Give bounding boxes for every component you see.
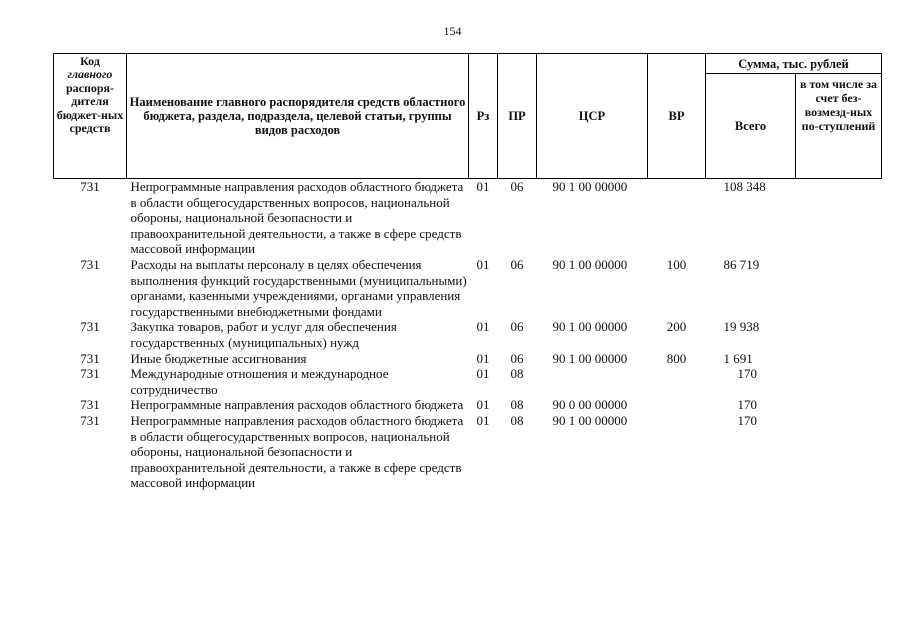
- cell-code: 731: [80, 412, 100, 428]
- cell-rz: 01: [476, 412, 490, 428]
- cell-name: Закупка товаров, работ и услуг для обеспечения государственных (муниципальных) нужд: [130, 319, 397, 350]
- cell-vr: [648, 366, 706, 397]
- cell-pr: 06: [510, 350, 524, 366]
- header-csr: ЦСР: [537, 54, 648, 179]
- header-name: Наименование главного распорядителя средств областного бюджета, раздела, подраздела, целевой статьи, группы видов расходов: [127, 54, 469, 179]
- table-header: [54, 54, 882, 179]
- header-sum-group: Сумма, тыс. рублей: [706, 54, 882, 74]
- cell-name: Международные отношения и международное сотрудничество: [130, 366, 389, 397]
- cell-incl: [796, 319, 882, 350]
- header-incl: в том числе за счет без-возмезд-ных по-ступлений: [796, 74, 882, 179]
- header-code: [54, 54, 127, 179]
- cell-csr: 90 1 00 00000: [552, 412, 628, 428]
- cell-csr: [537, 366, 648, 397]
- cell-pr: 08: [510, 366, 524, 382]
- cell-total: 108 348: [723, 179, 766, 194]
- header-code-line3: распоря-дителя бюджет-ных средств: [56, 80, 124, 136]
- cell-rz: 01: [476, 256, 490, 272]
- cell-incl: [796, 351, 882, 367]
- cell-rz: 01: [476, 397, 490, 413]
- cell-csr: 90 1 00 00000: [552, 319, 628, 335]
- cell-rz: 01: [476, 179, 490, 194]
- cell-csr: 90 1 00 00000: [552, 350, 628, 366]
- table-row: [54, 257, 882, 319]
- header-code-line2: главного: [67, 67, 113, 82]
- cell-vr: [648, 179, 706, 257]
- cell-code: 731: [80, 366, 100, 382]
- cell-code: 731: [80, 397, 100, 413]
- cell-total: 170: [737, 366, 757, 382]
- cell-csr: 90 1 00 00000: [552, 179, 628, 194]
- cell-vr: [648, 413, 706, 491]
- table-row: [54, 397, 882, 413]
- cell-vr: 100: [666, 256, 687, 272]
- cell-name: Иные бюджетные ассигнования: [130, 350, 307, 366]
- cell-pr: 06: [510, 319, 524, 335]
- cell-incl: [796, 179, 882, 257]
- cell-vr: 200: [666, 319, 687, 335]
- header-code-line1: Код: [80, 54, 100, 68]
- cell-vr: 800: [666, 350, 687, 366]
- cell-total: 170: [737, 412, 757, 428]
- header-rz: Рз: [469, 54, 498, 179]
- cell-code: 731: [80, 319, 100, 335]
- table-row: [54, 319, 882, 350]
- cell-name: Непрограммные направления расходов областного бюджета: [130, 397, 464, 413]
- cell-csr: 90 0 00 00000: [552, 397, 628, 413]
- cell-total: 1 691: [723, 350, 753, 366]
- table-row: [54, 366, 882, 397]
- cell-rz: 01: [476, 319, 490, 335]
- cell-code: 731: [80, 179, 100, 194]
- cell-name: Непрограммные направления расходов областного бюджета в области общегосударственных вопросов, национальной обороны, национальной безопасности и правоохранительной деятельности, а также в сфере средств массовой информации: [130, 412, 464, 491]
- cell-csr: 90 1 00 00000: [552, 256, 628, 272]
- table-row: [54, 413, 882, 491]
- table-row: [54, 179, 882, 257]
- cell-pr: 08: [510, 397, 524, 413]
- cell-incl: [796, 397, 882, 413]
- cell-rz: 01: [476, 366, 490, 382]
- header-vr: ВР: [648, 54, 706, 179]
- table-row: [54, 351, 882, 367]
- cell-name: Непрограммные направления расходов областного бюджета в области общегосударственных вопросов, национальной обороны, национальной безопасности и правоохранительной деятельности, а также в сфере средств массовой информации: [130, 179, 464, 257]
- cell-total: 86 719: [723, 256, 760, 272]
- header-total: Всего: [706, 74, 796, 179]
- header-pr: ПР: [498, 54, 537, 179]
- cell-pr: 06: [510, 256, 524, 272]
- cell-incl: [796, 257, 882, 319]
- budget-table: [53, 53, 882, 491]
- cell-vr: [648, 397, 706, 413]
- page-number: 154: [443, 24, 462, 38]
- cell-name: Расходы на выплаты персоналу в целях обеспечения выполнения функций государственными (муниципальными) органами, казенными учреждениями, органами управления государственными внебюджетными фондами: [130, 256, 467, 319]
- cell-rz: 01: [476, 350, 490, 366]
- cell-code: 731: [80, 350, 100, 366]
- cell-incl: [796, 366, 882, 397]
- cell-pr: 06: [510, 179, 524, 194]
- cell-incl: [796, 413, 882, 491]
- cell-code: 731: [80, 256, 100, 272]
- cell-total: 170: [737, 397, 757, 413]
- cell-pr: 08: [510, 412, 524, 428]
- cell-total: 19 938: [723, 319, 760, 335]
